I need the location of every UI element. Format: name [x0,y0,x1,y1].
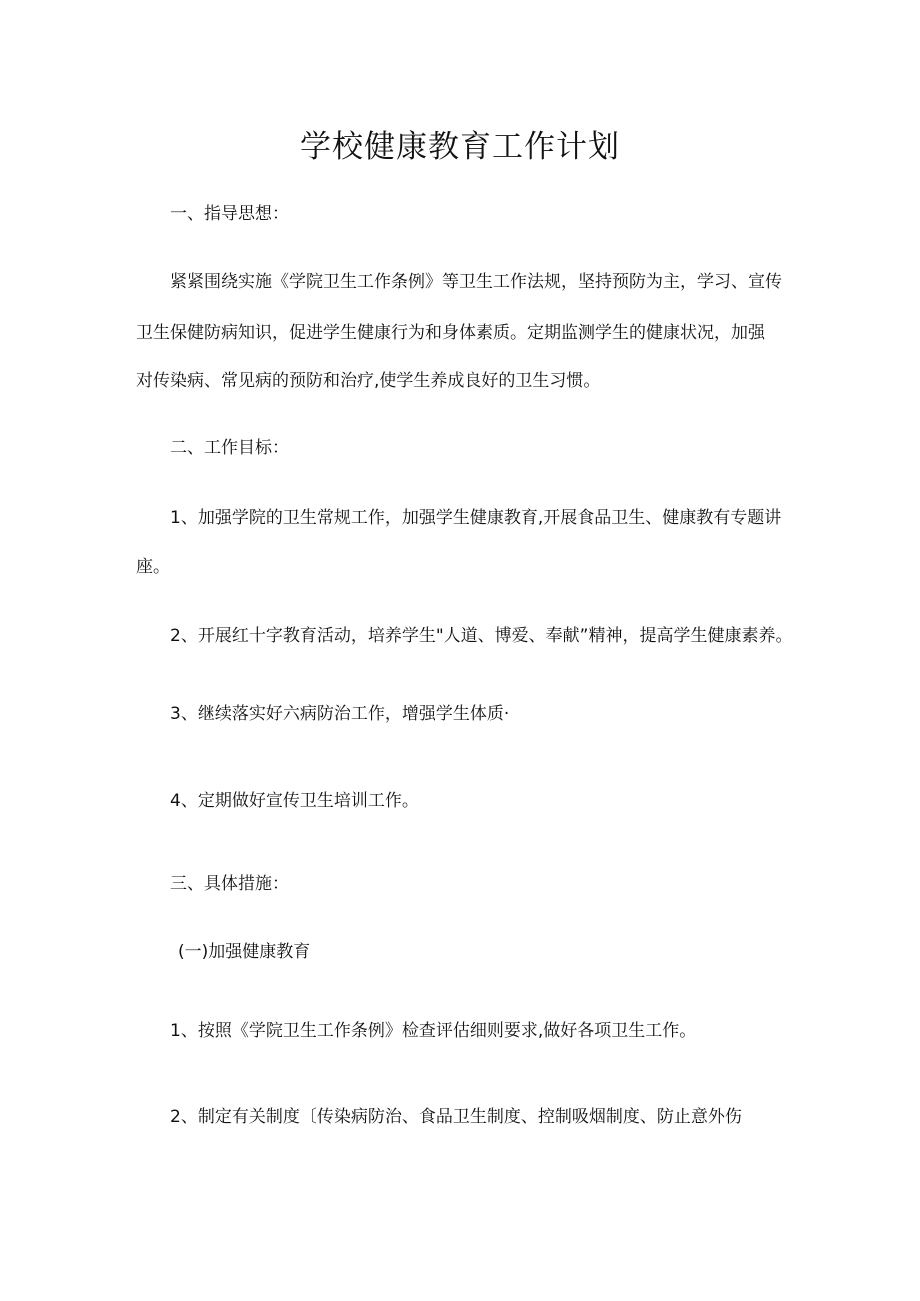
section-1-paragraph-line-3: 对传染病、常见病的预防和治疗,使学生养成良好的卫生习惯。 [136,371,601,391]
document-title: 学校健康教育工作计划 [300,129,620,165]
section-1-paragraph-line-1: 紧紧围绕实施《学院卫生工作条例》等卫生工作法规，坚持预防为主，学习、宣传 [170,272,782,292]
goal-item-3: 3、继续落实好六病防治工作，增强学生体质· [170,704,510,724]
section-3-subheading: (一)加强健康教育 [178,942,311,962]
goal-item-1-line-2: 座。 [136,557,170,577]
section-3-heading: 三、具体措施： [170,874,289,894]
measure-item-2: 2、制定有关制度〔传染病防治、食品卫生制度、控制吸烟制度、防止意外伤 [170,1107,742,1127]
section-1-paragraph-line-2: 卫生保健防病知识，促进学生健康行为和身体素质。定期监测学生的健康状况，加强 [136,323,765,343]
goal-item-2: 2、开展红十字教育活动，培养学生"人道、博爱、奉献”精神，提高学生健康素养。 [170,626,793,646]
measure-item-1: 1、按照《学院卫生工作条例》检查评估细则要求,做好各项卫生工作。 [170,1021,697,1041]
section-1-heading: 一、指导思想： [170,204,289,224]
goal-item-4: 4、定期做好宣传卫生培训工作。 [170,791,419,811]
goal-item-1-line-1: 1、加强学院的卫生常规工作，加强学生健康教育,开展食品卫生、健康教有专题讲 [170,508,782,528]
section-2-heading: 二、工作目标： [170,438,289,458]
